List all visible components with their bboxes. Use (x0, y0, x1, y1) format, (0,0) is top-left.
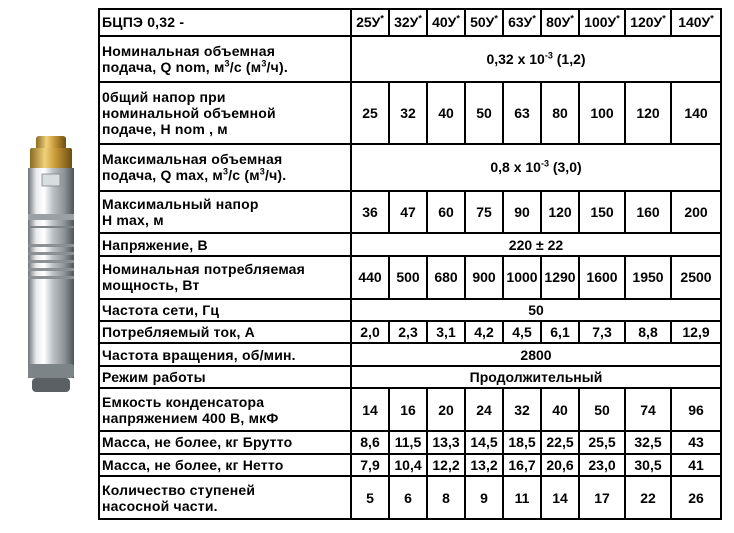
row-current (99, 321, 721, 343)
row-label: 0бщий напор при номинальной объемной подаче, H nom , м (99, 82, 351, 143)
table-cell: 160 (625, 191, 671, 234)
table-cell: 43 (671, 431, 721, 453)
row-label: Номинальная объемная подача, Q nom, $м^3/с$ $(м^3/ч)$. (99, 36, 351, 83)
model-header: 25У* (351, 9, 389, 36)
table-cell: 1290 (541, 256, 579, 299)
table-cell: 100 (579, 82, 625, 143)
table-title: БЦПЭ 0,32 - (99, 9, 351, 36)
table-cell: 90 (503, 191, 541, 234)
table-cell: 6,1 (541, 321, 579, 343)
table-cell: 140 (671, 82, 721, 143)
table-cell: 900 (465, 256, 503, 299)
table-cell: 3,1 (427, 321, 465, 343)
table-cell: 13,3 (427, 431, 465, 453)
max-flow-value: 0,8 х $10^{-3}$ (3,0) (351, 144, 721, 191)
table-cell: 22 (625, 476, 671, 519)
pump-image (14, 134, 88, 396)
row-stages (99, 476, 721, 519)
table-cell: 32 (389, 82, 427, 143)
row-nominal-flow (99, 36, 721, 83)
row-label: Напряжение, В (99, 233, 351, 255)
table-cell: 16 (389, 388, 427, 431)
table-cell: 18,5 (503, 431, 541, 453)
table-cell: 14 (541, 476, 579, 519)
table-cell: 36 (351, 191, 389, 234)
row-label: Номинальная потребляемая мощность, Вт (99, 256, 351, 299)
table-cell: 2,0 (351, 321, 389, 343)
table-cell: 1950 (625, 256, 671, 299)
table-cell: 41 (671, 454, 721, 476)
row-label: Максимальный напор H max, м (99, 191, 351, 234)
row-label: Частота сети, Гц (99, 299, 351, 321)
table-cell: 120 (541, 191, 579, 234)
table-cell: 7,9 (351, 454, 389, 476)
frequency-value: 50 (351, 299, 721, 321)
table-cell: 23,0 (579, 454, 625, 476)
table-cell: 80 (541, 82, 579, 143)
header-row (99, 9, 721, 36)
model-header: 40У* (427, 9, 465, 36)
model-header: 80У* (541, 9, 579, 36)
table-cell: 50 (465, 82, 503, 143)
table-cell: 25 (351, 82, 389, 143)
table-cell: 40 (541, 388, 579, 431)
row-label: Потребляемый ток, А (99, 321, 351, 343)
row-mass-gross (99, 431, 721, 453)
row-label: Количество ступеней насосной части. (99, 476, 351, 519)
table-cell: 40 (427, 82, 465, 143)
row-voltage (99, 233, 721, 255)
table-cell: 20 (427, 388, 465, 431)
table-cell: 8,8 (625, 321, 671, 343)
table-cell: 96 (671, 388, 721, 431)
row-nominal-head (99, 82, 721, 143)
table-cell: 74 (625, 388, 671, 431)
table-cell: 9 (465, 476, 503, 519)
table-cell: 200 (671, 191, 721, 234)
table-cell: 47 (389, 191, 427, 234)
table-cell: 14 (351, 388, 389, 431)
row-label: Емкость конденсатора напряжением 400 В, мкФ (99, 388, 351, 431)
table-cell: 12,2 (427, 454, 465, 476)
table-cell: 32,5 (625, 431, 671, 453)
row-capacitor (99, 388, 721, 431)
model-header: 140У* (671, 9, 721, 36)
row-label: Масса, не более, кг Брутто (99, 431, 351, 453)
table-cell: 11,5 (389, 431, 427, 453)
table-cell: 8 (427, 476, 465, 519)
table-cell: 1000 (503, 256, 541, 299)
table-cell: 2500 (671, 256, 721, 299)
voltage-value: 220 ± 22 (351, 233, 721, 255)
table-cell: 6 (389, 476, 427, 519)
row-label: Частота вращения, об/мин. (99, 343, 351, 365)
table-cell: 32 (503, 388, 541, 431)
table-cell: 680 (427, 256, 465, 299)
table-cell: 500 (389, 256, 427, 299)
table-cell: 4,5 (503, 321, 541, 343)
row-mode (99, 366, 721, 388)
table-cell: 13,2 (465, 454, 503, 476)
table-cell: 20,6 (541, 454, 579, 476)
table-cell: 11 (503, 476, 541, 519)
table-cell: 10,4 (389, 454, 427, 476)
table-cell: 75 (465, 191, 503, 234)
table-cell: 25,5 (579, 431, 625, 453)
table-cell: 50 (579, 388, 625, 431)
table-cell: 4,2 (465, 321, 503, 343)
model-header: 32У* (389, 9, 427, 36)
table-cell: 17 (579, 476, 625, 519)
row-label: Масса, не более, кг Нетто (99, 454, 351, 476)
table-cell: 14,5 (465, 431, 503, 453)
table-cell: 440 (351, 256, 389, 299)
table-cell: 12,9 (671, 321, 721, 343)
row-power (99, 256, 721, 299)
row-max-flow (99, 144, 721, 191)
row-frequency (99, 299, 721, 321)
model-header: 120У* (625, 9, 671, 36)
mode-value: Продолжительный (351, 366, 721, 388)
table-cell: 30,5 (625, 454, 671, 476)
table-cell: 7,3 (579, 321, 625, 343)
spec-table (98, 8, 722, 520)
table-cell: 8,6 (351, 431, 389, 453)
rotation-value: 2800 (351, 343, 721, 365)
table-cell: 5 (351, 476, 389, 519)
model-header: 100У* (579, 9, 625, 36)
table-cell: 16,7 (503, 454, 541, 476)
table-cell: 26 (671, 476, 721, 519)
table-cell: 150 (579, 191, 625, 234)
table-cell: 60 (427, 191, 465, 234)
row-label: Максимальная объемная подача, Q max, $м^3/с$ $(м^3/ч)$. (99, 144, 351, 191)
row-max-head (99, 191, 721, 234)
model-header: 63У* (503, 9, 541, 36)
table-cell: 120 (625, 82, 671, 143)
row-rotation (99, 343, 721, 365)
table-cell: 2,3 (389, 321, 427, 343)
row-label: Режим работы (99, 366, 351, 388)
table-cell: 1600 (579, 256, 625, 299)
table-cell: 63 (503, 82, 541, 143)
row-mass-net (99, 454, 721, 476)
table-cell: 24 (465, 388, 503, 431)
nominal-flow-value: 0,32 х $10^{-3}$ (1,2) (351, 36, 721, 83)
model-header: 50У* (465, 9, 503, 36)
table-cell: 22,5 (541, 431, 579, 453)
